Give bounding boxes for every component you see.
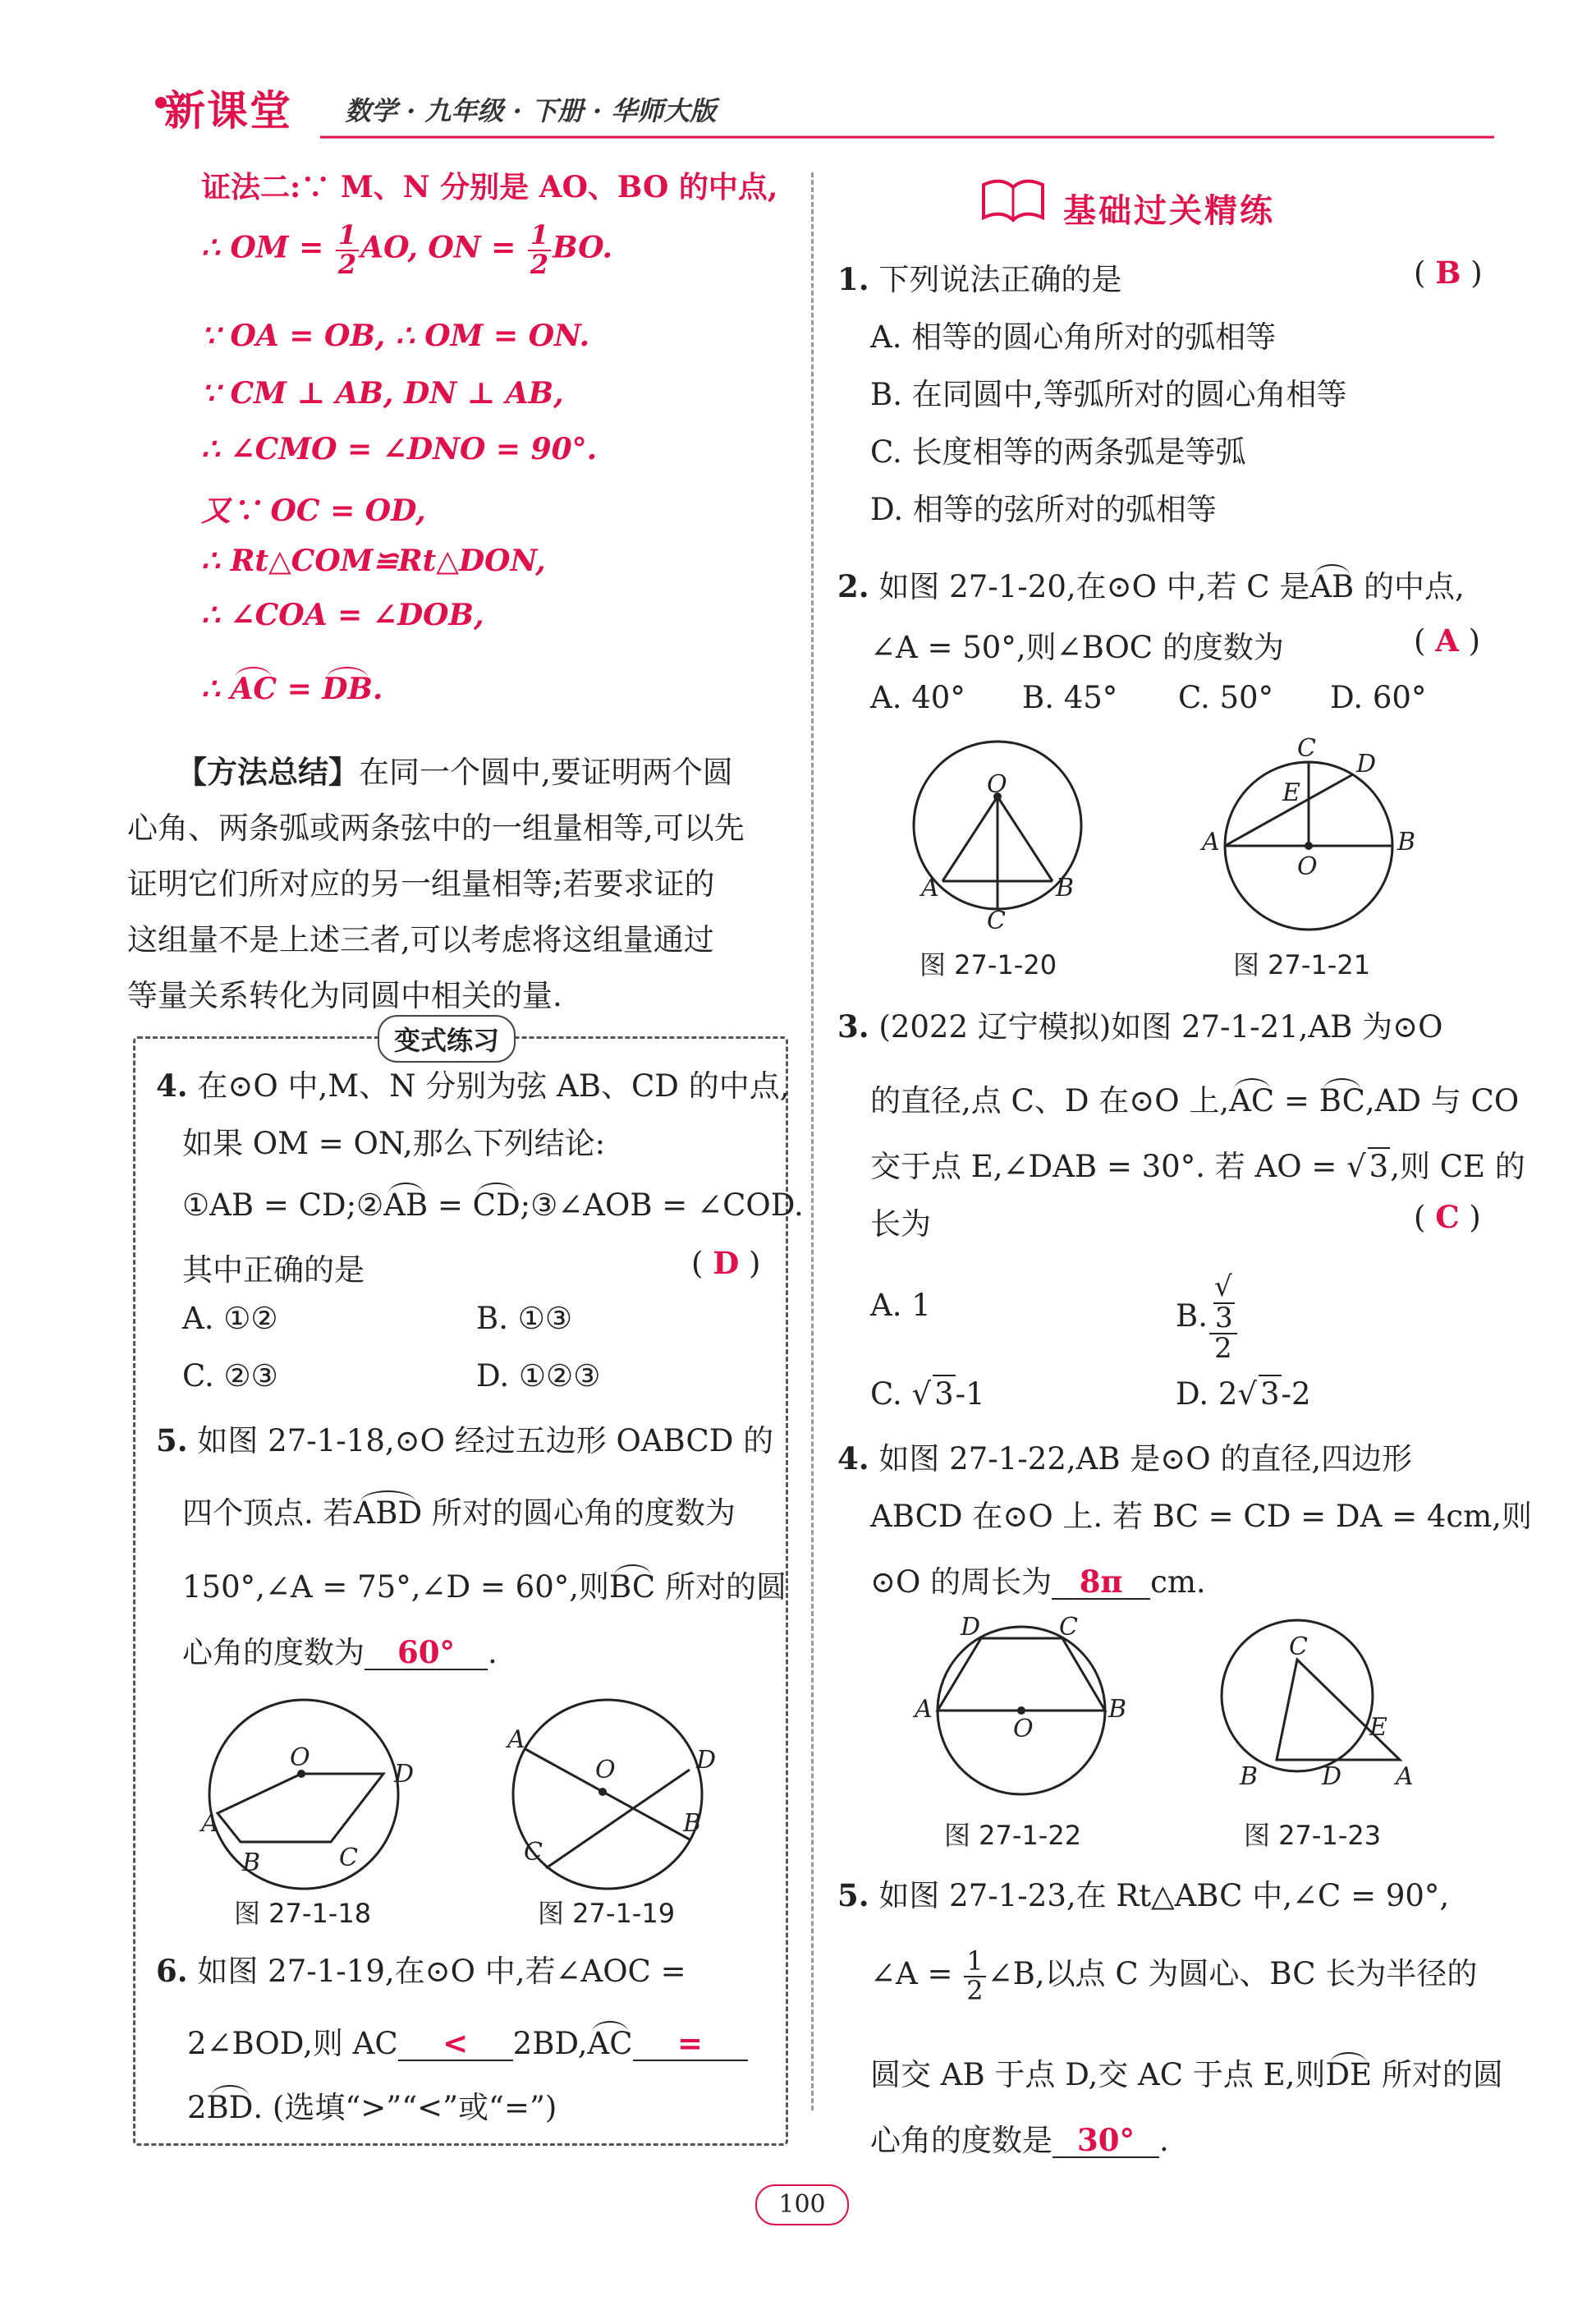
q5-line-3: 150°,∠A = 75°,∠D = 60°,则BC 所对的圆 bbox=[182, 1569, 787, 1605]
r-q2-option-d: D. 60° bbox=[1330, 680, 1427, 715]
svg-text:A: A bbox=[201, 1809, 219, 1838]
fig20-caption: 图 27-1-20 bbox=[920, 949, 1057, 980]
q4-answer: D bbox=[713, 1245, 740, 1281]
proof-line-9: ∴ AC = DB. bbox=[201, 672, 383, 706]
r-q3-option-b: B. √ 3 2 bbox=[1176, 1273, 1239, 1364]
svg-text:B: B bbox=[1397, 828, 1416, 856]
r-q1-option-a: A. 相等的圆心角所对的弧相等 bbox=[870, 319, 1277, 355]
proof-line-4: ∵ CM ⊥ AB, DN ⊥ AB, bbox=[201, 376, 564, 411]
q4-option-d: D. ①②③ bbox=[476, 1358, 601, 1394]
q4-line-2: 如果 OM = ON,那么下列结论: bbox=[182, 1126, 606, 1161]
svg-text:C: C bbox=[524, 1838, 543, 1867]
svg-text:O: O bbox=[1297, 852, 1318, 881]
svg-text:B: B bbox=[683, 1809, 702, 1838]
svg-text:O: O bbox=[290, 1743, 310, 1772]
r-q2-answer-bracket: ( A ) bbox=[1414, 622, 1481, 659]
brand-logo: 新课堂 bbox=[164, 87, 292, 135]
method-line-4: 这组量不是上述三者,可以考虑将这组量通过 bbox=[127, 922, 714, 958]
svg-text:O: O bbox=[1013, 1715, 1034, 1743]
svg-text:C: C bbox=[1297, 735, 1316, 763]
r-q1-answer: B bbox=[1435, 255, 1461, 291]
r-q3-option-d: D. 2√ 3-2 bbox=[1176, 1376, 1311, 1412]
page-number: 100 bbox=[755, 2184, 849, 2225]
book-subtitle: 数学 · 九年级 · 下册 · 华师大版 bbox=[345, 95, 717, 126]
r-q2-option-a: A. 40° bbox=[870, 680, 965, 715]
svg-text:E: E bbox=[1282, 778, 1300, 807]
svg-text:D: D bbox=[1356, 750, 1377, 778]
r-q3-answer: C bbox=[1435, 1199, 1460, 1235]
r-q2-answer: A bbox=[1435, 622, 1459, 659]
figure-27-1-22 bbox=[911, 1614, 1149, 1807]
svg-text:A: A bbox=[507, 1725, 525, 1754]
proof-line-3: ∵ OA = OB, ∴ OM = ON. bbox=[201, 319, 590, 353]
q4-answer-bracket: ( D ) bbox=[691, 1245, 761, 1281]
figure-27-1-19 bbox=[493, 1692, 739, 1897]
q6-line-3: 2BD. (选填“>”“<”或“=”) bbox=[187, 2090, 557, 2125]
svg-text:O: O bbox=[595, 1756, 616, 1784]
q6-answer-2: = bbox=[633, 2028, 748, 2061]
svg-text:A: A bbox=[921, 874, 939, 902]
r-q4-line-2: ABCD 在⊙O 上. 若 BC = CD = DA = 4cm,则 bbox=[870, 1499, 1532, 1534]
svg-text:E: E bbox=[1369, 1713, 1387, 1742]
svg-text:C: C bbox=[1059, 1614, 1078, 1642]
r-q4-answer: 8π bbox=[1052, 1566, 1150, 1600]
r-q5-line-4: 心角的度数是 30° . bbox=[870, 2122, 1169, 2158]
r-q3-option-c: C. √ 3-1 bbox=[870, 1376, 985, 1412]
q5-answer: 60° bbox=[365, 1637, 488, 1670]
r-q3-line-2: 的直径,点 C、D 在⊙O 上,AC = BC,AD 与 CO bbox=[870, 1083, 1520, 1118]
svg-text:D: D bbox=[394, 1760, 415, 1789]
r-q3-answer-bracket: ( C ) bbox=[1414, 1199, 1481, 1235]
proof-line-5: ∴ ∠CMO = ∠DNO = 90°. bbox=[201, 432, 598, 466]
svg-text:A: A bbox=[915, 1695, 933, 1724]
q5-line-2: 四个顶点. 若ABD 所对的圆心角的度数为 bbox=[182, 1495, 736, 1531]
svg-text:O: O bbox=[987, 770, 1007, 799]
q5-line-1: 5. 如图 27-1-18,⊙O 经过五边形 OABCD 的 bbox=[156, 1422, 774, 1458]
r-q1-option-d: D. 相等的弦所对的弧相等 bbox=[870, 492, 1217, 527]
fig22-caption: 图 27-1-22 bbox=[944, 1820, 1082, 1851]
q4-option-c: C. ②③ bbox=[182, 1358, 278, 1394]
r-q5-answer: 30° bbox=[1053, 2124, 1159, 2158]
r-q1-answer-bracket: ( B ) bbox=[1414, 255, 1483, 291]
method-line-5: 等量关系转化为同圆中相关的量. bbox=[127, 978, 562, 1013]
svg-text:D: D bbox=[1322, 1762, 1342, 1791]
q4-line-1: 4. 在⊙O 中,M、N 分别为弦 AB、CD 的中点, bbox=[156, 1068, 790, 1104]
r-q2-line-1: 2. 如图 27-1-20,在⊙O 中,若 C 是AB 的中点, bbox=[837, 568, 1465, 604]
proof-line-2: ∴ OM = $\frac{1}{2}$ AO, ON = $\frac{1}{2}$ BO. bbox=[201, 219, 613, 280]
svg-text:A: A bbox=[1202, 828, 1220, 856]
fig23-caption: 图 27-1-23 bbox=[1244, 1820, 1382, 1851]
r-q1-option-c: C. 长度相等的两条弧是等弧 bbox=[870, 434, 1246, 470]
r-q3-line-1: 3. (2022 辽宁模拟)如图 27-1-21,AB 为⊙O bbox=[837, 1008, 1443, 1045]
figure-27-1-20 bbox=[895, 735, 1108, 932]
proof-line-7: ∴ Rt△COM≌Rt△DON, bbox=[201, 544, 546, 578]
r-q5-line-2: ∠A = $\frac{1}{2}$ ∠B,以点 C 为圆心、BC 长为半径的 bbox=[870, 1945, 1478, 2006]
r-q2-option-c: C. 50° bbox=[1178, 680, 1274, 715]
q6-line-2: 2∠BOD,则 AC < 2BD,AC = bbox=[187, 2018, 748, 2063]
book-icon bbox=[977, 172, 1051, 230]
q4-option-b: B. ①③ bbox=[476, 1301, 573, 1336]
proof-line-1: 证法二:∵ M、N 分别是 AO、BO 的中点, bbox=[201, 170, 778, 204]
r-q4-line-3: ⊙O 的周长为 8π cm. bbox=[870, 1564, 1206, 1600]
q4-conclusions: ①AB = CD;②AB = CD;③∠AOB = ∠COD. bbox=[182, 1187, 804, 1223]
r-q2-option-b: B. 45° bbox=[1022, 680, 1118, 715]
svg-text:D: D bbox=[696, 1746, 717, 1775]
method-line-3: 证明它们所对应的另一组量相等;若要求证的 bbox=[127, 866, 715, 902]
proof-line-6: 又∵ OC = OD, bbox=[201, 494, 426, 528]
r-q3-option-a: A. 1 bbox=[870, 1288, 931, 1323]
svg-text:D: D bbox=[961, 1614, 981, 1642]
column-divider bbox=[811, 172, 814, 2110]
header-decoration bbox=[123, 62, 1502, 152]
q5-line-4: 心角的度数为 60° . bbox=[182, 1634, 498, 1670]
svg-text:B: B bbox=[1240, 1762, 1259, 1791]
q6-answer-1: < bbox=[398, 2028, 513, 2061]
section-title: 基础过关精练 bbox=[1063, 192, 1275, 230]
r-q3-line-3: 交于点 E,∠DAB = 30°. 若 AO = √ 3,则 CE 的 bbox=[870, 1149, 1525, 1184]
figure-27-1-23 bbox=[1215, 1614, 1437, 1807]
svg-text:C: C bbox=[339, 1844, 358, 1872]
svg-text:C: C bbox=[1289, 1633, 1308, 1661]
q6-line-1: 6. 如图 27-1-19,在⊙O 中,若∠AOC = bbox=[156, 1953, 686, 1989]
svg-text:B: B bbox=[1108, 1695, 1127, 1724]
fig18-caption: 图 27-1-18 bbox=[234, 1898, 372, 1929]
r-q3-line-4: 长为 bbox=[870, 1206, 931, 1242]
r-q2-line-2: ∠A = 50°,则∠BOC 的度数为 bbox=[870, 630, 1284, 665]
variant-title: 变式练习 bbox=[378, 1015, 516, 1063]
r-q4-line-1: 4. 如图 27-1-22,AB 是⊙O 的直径,四边形 bbox=[837, 1440, 1413, 1476]
method-line-1: 【方法总结】在同一个圆中,要证明两个圆 bbox=[177, 754, 733, 790]
figure-27-1-21 bbox=[1199, 735, 1429, 932]
figure-27-1-18 bbox=[193, 1692, 439, 1897]
r-q5-line-1: 5. 如图 27-1-23,在 Rt△ABC 中,∠C = 90°, bbox=[837, 1877, 1450, 1913]
method-line-2: 心角、两条弧或两条弦中的一组量相等,可以先 bbox=[127, 811, 745, 846]
fig21-caption: 图 27-1-21 bbox=[1233, 949, 1371, 980]
q4-option-a: A. ①② bbox=[182, 1301, 278, 1336]
svg-text:C: C bbox=[987, 907, 1006, 932]
r-q1-stem: 1. 下列说法正确的是 bbox=[837, 261, 1122, 297]
fig19-caption: 图 27-1-19 bbox=[538, 1898, 676, 1929]
svg-text:B: B bbox=[1056, 874, 1075, 902]
svg-text:B: B bbox=[242, 1848, 261, 1877]
r-q5-line-3: 圆交 AB 于点 D,交 AC 于点 E,则DE 所对的圆 bbox=[870, 2057, 1503, 2092]
proof-line-8: ∴ ∠COA = ∠DOB, bbox=[201, 598, 484, 632]
q4-prompt: 其中正确的是 bbox=[182, 1252, 365, 1288]
r-q1-option-b: B. 在同圆中,等弧所对的圆心角相等 bbox=[870, 377, 1347, 412]
svg-text:A: A bbox=[1396, 1762, 1414, 1791]
